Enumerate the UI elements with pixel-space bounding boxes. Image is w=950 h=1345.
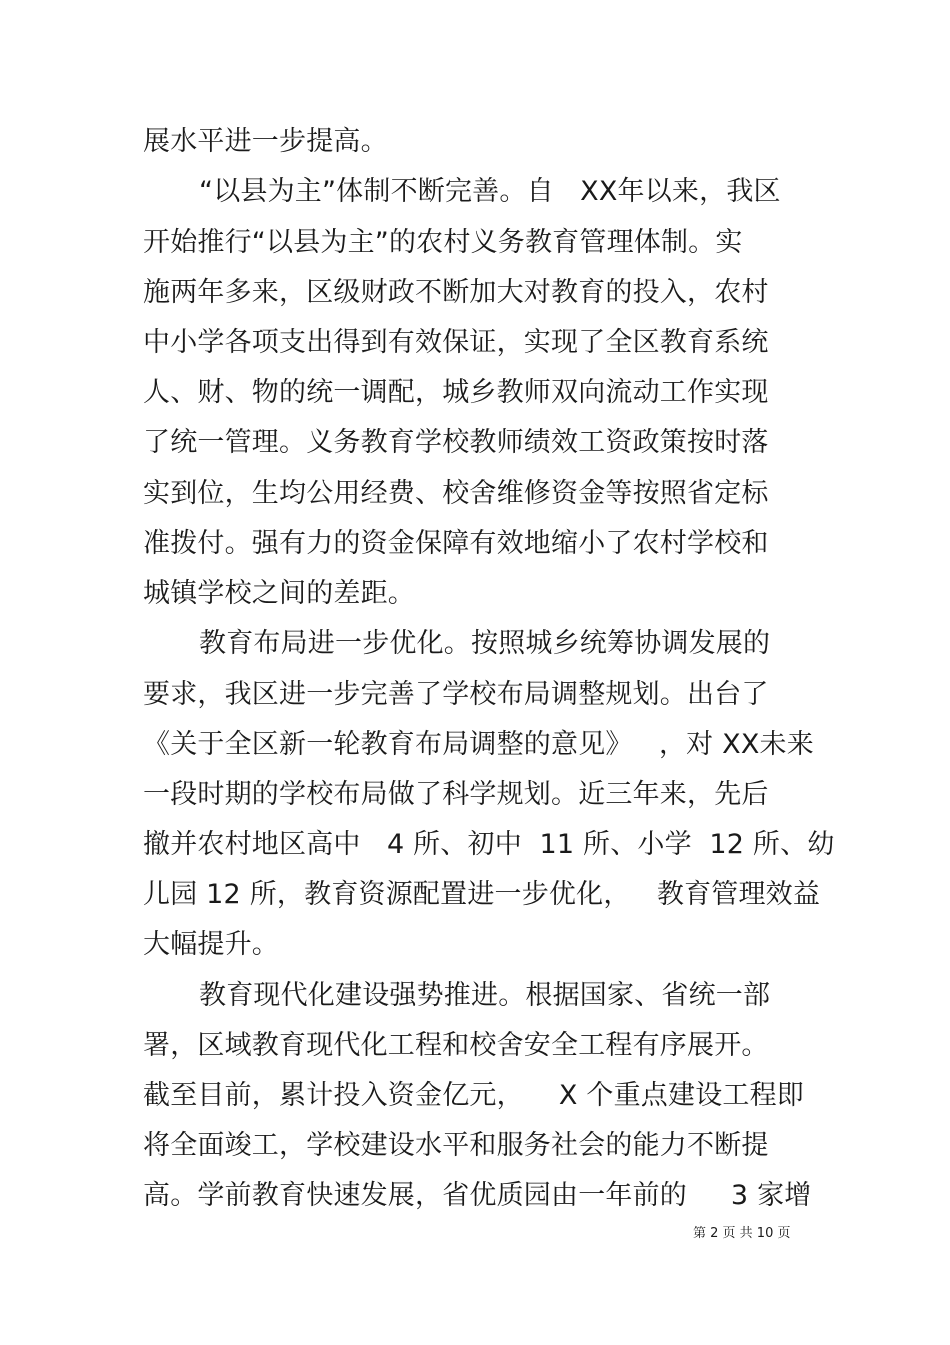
text-line: 教育布局进一步优化。按照城乡统筹协调发展的	[199, 628, 771, 659]
text-line: 要求，我区进一步完善了学校布局调整规划。出台了	[143, 679, 769, 710]
text-line: 儿园 12 所，教育资源配置进一步优化， 教育管理效益	[143, 879, 821, 910]
page-number: 第 2 页 共 10 页	[693, 1226, 791, 1241]
text-line: 开始推行“以县为主”的农村义务教育管理体制。实	[143, 227, 743, 258]
text-line: 实到位，生均公用经费、校舍维修资金等按照省定标	[143, 478, 769, 509]
text-line: “以县为主”体制不断完善。自 XX年以来，我区	[199, 176, 781, 207]
text-line: 一段时期的学校布局做了科学规划。近三年来，先后	[143, 779, 769, 810]
text-line: 将全面竣工，学校建设水平和服务社会的能力不断提	[143, 1130, 769, 1161]
text-line: 施两年多来，区级财政不断加大对教育的投入，农村	[143, 277, 769, 308]
text-line: 署，区域教育现代化工程和校舍安全工程有序展开。	[143, 1030, 769, 1061]
text-line: 了统一管理。义务教育学校教师绩效工资政策按时落	[143, 427, 769, 458]
text-line: 中小学各项支出得到有效保证，实现了全区教育系统	[143, 327, 769, 358]
text-line: 城镇学校之间的差距。	[143, 578, 415, 609]
text-line: 截至目前，累计投入资金亿元， X 个重点建设工程即	[143, 1080, 805, 1111]
text-line: 展水平进一步提高。	[143, 126, 388, 157]
text-line: 人、财、物的统一调配，城乡教师双向流动工作实现	[143, 377, 769, 408]
text-line: 大幅提升。	[143, 929, 279, 960]
text-line: 准拨付。强有力的资金保障有效地缩小了农村学校和	[143, 528, 769, 559]
text-line: 教育现代化建设强势推进。根据国家、省统一部	[199, 980, 771, 1011]
text-line: 撤并农村地区高中 4 所、初中 11 所、小学 12 所、幼	[143, 829, 835, 860]
text-line: 《关于全区新一轮教育布局调整的意见》 ，对 XX未来	[143, 729, 814, 760]
text-line: 高。学前教育快速发展，省优质园由一年前的 3 家增	[143, 1180, 812, 1211]
